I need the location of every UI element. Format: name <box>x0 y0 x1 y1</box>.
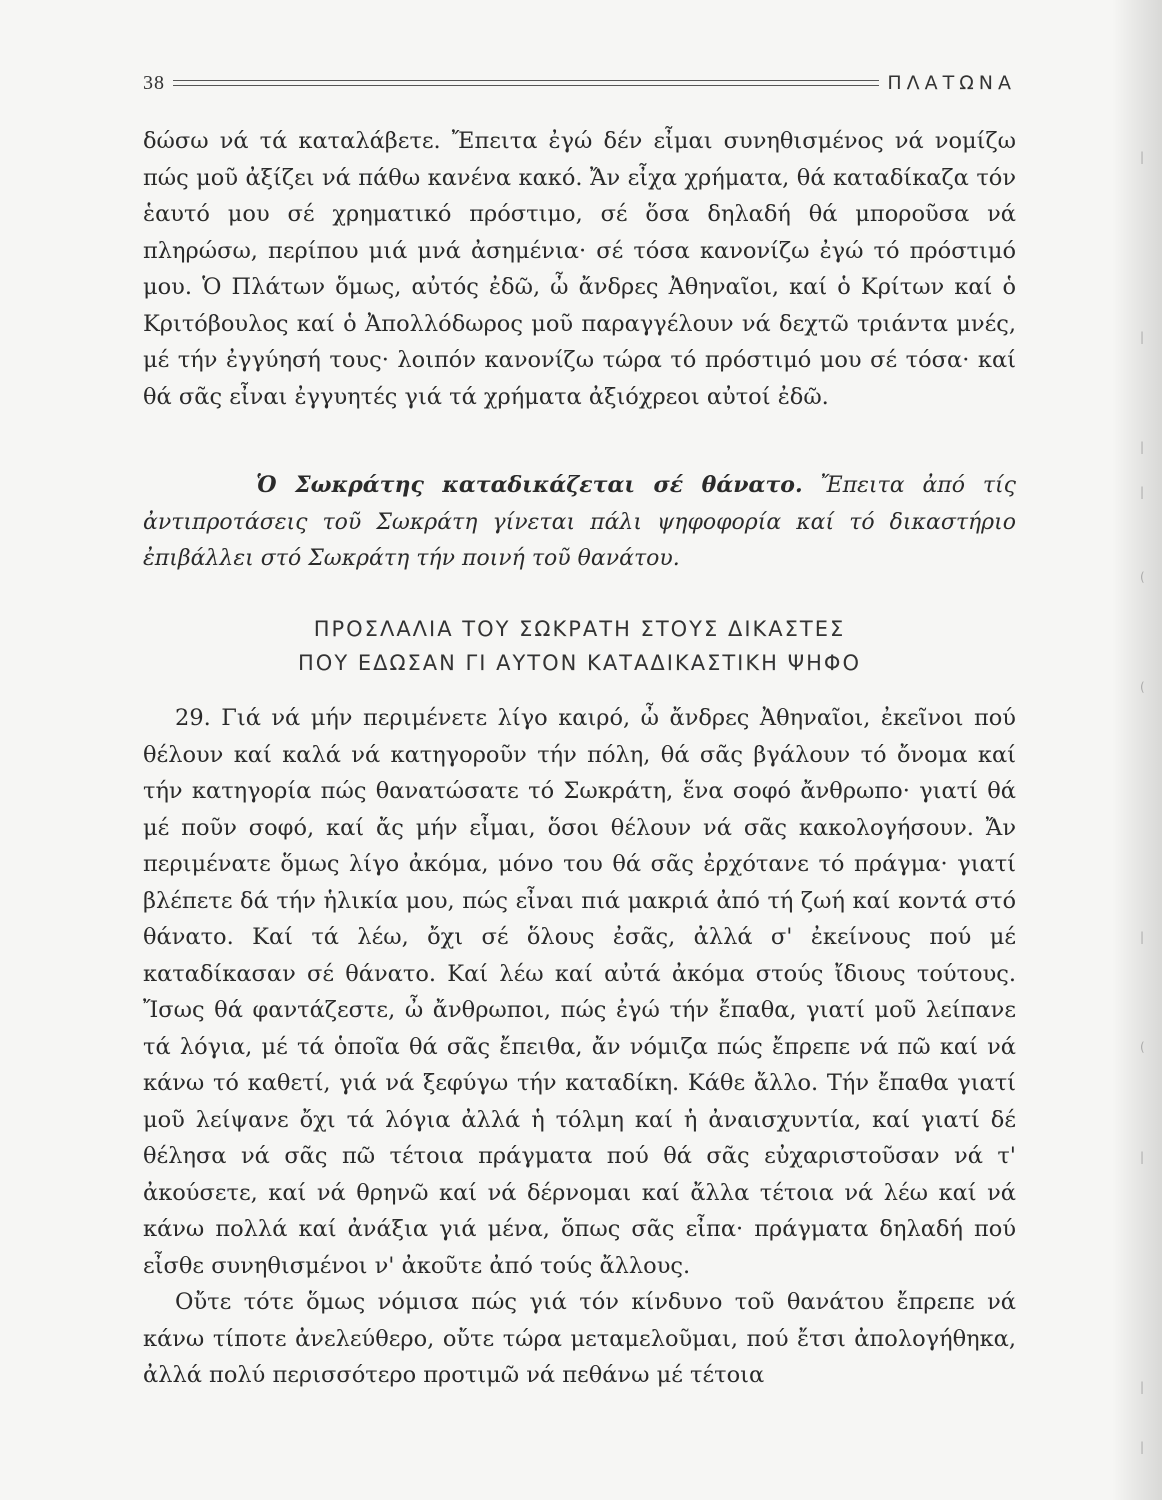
page-edge-shadow <box>1112 0 1162 1500</box>
running-title: ΠΛΑΤΩΝΑ <box>887 72 1016 94</box>
adjacent-page-marks: | | | | ( ( | ( | | | <box>1140 150 1145 1454</box>
section-heading-line-2: ΠΟΥ ΕΔΩΣΑΝ ΓΙ ΑΥΤΟΝ ΚΑΤΑΔΙΚΑΣΤΙΚΗ ΨΗΦΟ <box>298 651 861 675</box>
paragraph-following: Οὔτε τότε ὅμως νόμισα πώς γιά τόν κίνδυνο τοῦ θανάτου ἔπρεπε νά κάνω τίποτε ἀνελεύθερο, οὔτε τώρα μεταμελοῦμαι, πού ἔτσι ἀπολογήθηκα, ἀλλά πολύ περισσότερο προτιμῶ νά πεθάνω μέ τέτοια <box>143 1289 1016 1388</box>
running-head <box>143 68 1016 98</box>
section-heading-line-1: ΠΡΟΣΛΑΛΙΑ ΤΟΥ ΣΩΚΡΑΤΗ ΣΤΟΥΣ ΔΙΚΑΣΤΕΣ <box>313 617 846 641</box>
header-double-rule <box>173 80 879 86</box>
page-number: 38 <box>143 71 165 94</box>
summary-text: Ἔπειτα ἀπό τίς ἀντιπροτάσεις τοῦ Σωκράτη γίνεται πάλι ψηφοφορία καί τό δικαστήριο ἐπιβάλλει στό Σωκράτη τήν ποινή τοῦ θανάτου. <box>143 473 1016 571</box>
section-summary <box>143 467 1016 578</box>
summary-lead: Ὁ Σωκράτης καταδικάζεται σέ θάνατο. <box>256 472 803 498</box>
chapter-29-block <box>143 700 1016 1394</box>
section-heading <box>143 612 1016 680</box>
paragraph-29: 29. Γιά νά μήν περιμένετε λίγο καιρό, ὦ ἄνδρες Ἀθηναῖοι, ἐκεῖνοι πού θέλουν καί καλά νά κατηγοροῦν τήν πόλη, θά σᾶς βγάλουν τό ὄνομα καί τήν κατηγορία πώς θανατώσατε τό Σωκράτη, ἕνα σοφό ἄνθρωπο· γιατί θά μέ ποῦν σοφό, καί ἄς μήν εἶμαι, ὅσοι θέλουν νά σᾶς κακολογήσουν. Ἄν περιμένατε ὅμως λίγο ἀκόμα, μόνο του θά σᾶς ἐρχότανε τό πράγμα· γιατί βλέπετε δά τήν ἡλικία μου, πώς εἶναι πιά μακριά ἀπό τή ζωή καί κοντά στό θάνατο. Καί τά λέω, ὄχι σέ ὅλους ἐσᾶς, ἀλλά σ' ἐκείνους πού μέ καταδίκασαν σέ θάνατο. Καί λέω καί αὐτά ἀκόμα στούς ἴδιους τούτους. Ἴσως θά φαντάζεστε, ὦ ἄνθρωποι, πώς ἐγώ τήν ἔπαθα, γιατί μοῦ λείπανε τά λόγια, μέ τά ὁποῖα θά σᾶς ἔπειθα, ἄν νόμιζα πώς ἔπρεπε νά πῶ καί νά κάνω τό καθετί, γιά νά ξεφύγω τήν καταδίκη. Κάθε ἄλλο. Τήν ἔπαθα γιατί μοῦ λείψανε ὄχι τά λόγια ἀλλά ἡ τόλμη καί ἡ ἀναισχυντία, καί γιατί δέ θέλησα νά σᾶς πῶ τέτοια πράγματα πού θά σᾶς εὐχαριστοῦσαν νά τ' ἀκούσετε, καί νά θρηνῶ καί νά δέρνομαι καί ἄλλα τέτοια νά λέω καί νά κάνω πολλά καί ἀνάξια γιά μένα, ὅπως σᾶς εἶπα· πράγματα δηλαδή πού εἶσθε συνηθισμένοι ν' ἀκοῦτε ἀπό τούς ἄλλους. <box>143 705 1016 1279</box>
paragraph-continuation: δώσω νά τά καταλάβετε. Ἔπειτα ἐγώ δέν εἶμαι συνηθισμένος νά νομίζω πώς μοῦ ἀξίζει νά πάθω κανένα κακό. Ἄν εἶχα χρήματα, θά καταδίκαζα τόν ἑαυτό μου σέ χρηματικό πρόστιμο, σέ ὅσα δηλαδή θά μποροῦσα νά πληρώσω, περίπου μιά μνά ἀσημένια· σέ τόσα κανονίζω ἐγώ τό πρόστιμό μου. Ὁ Πλάτων ὅμως, αὐτός ἐδῶ, ὦ ἄνδρες Ἀθηναῖοι, καί ὁ Κρίτων καί ὁ Κριτόβουλος καί ὁ Ἀπολλόδωρος μοῦ παραγγέλουν νά δεχτῶ τριάντα μνές, μέ τήν ἐγγύησή τους· λοιπόν κανονίζω τώρα τό πρόστιμό μου σέ τόσα· καί θά σᾶς εἶναι ἐγγυητές γιά τά χρήματα ἀξιόχρεοι αὐτοί ἐδῶ. <box>143 128 1016 410</box>
opening-paragraph-block <box>143 123 1016 415</box>
